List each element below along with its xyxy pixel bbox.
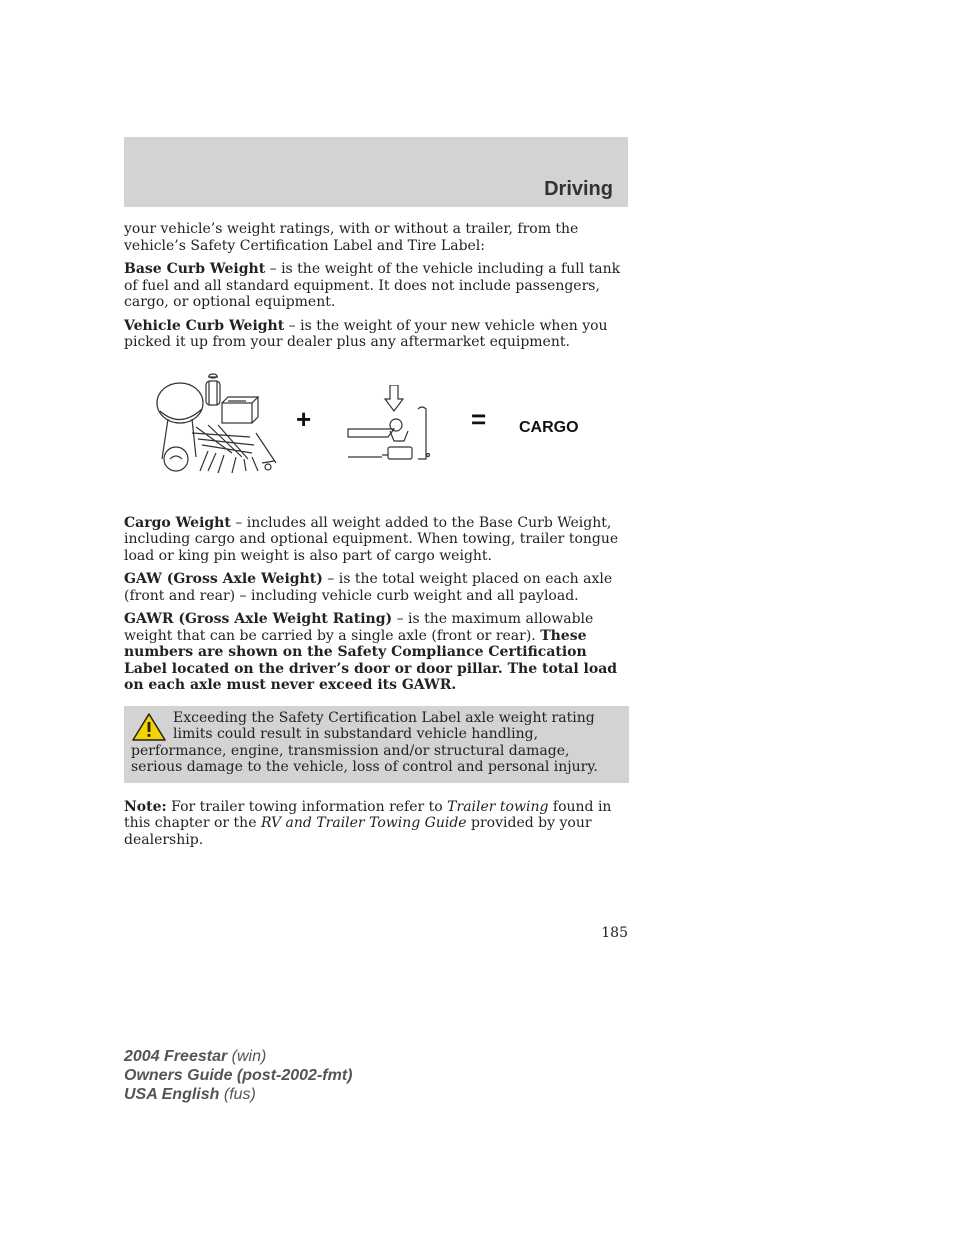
cargo-weight-paragraph xyxy=(124,515,629,565)
gaw-paragraph xyxy=(124,571,629,604)
section-title: Driving xyxy=(544,178,613,200)
towing-guide-reference: RV and Trailer Towing Guide xyxy=(260,815,467,831)
note-paragraph xyxy=(124,799,629,849)
vehicle-curb-weight-term: Vehicle Curb Weight xyxy=(124,317,285,334)
vehicle-curb-weight-paragraph xyxy=(124,318,629,351)
warning-text: Exceeding the Safety Certification Label axle weight rating limits could result in substandard vehicle handling, performance, engine, transmission and/or structural damage, serious damage to the vehicle, loss of control and personal injury. xyxy=(131,709,598,775)
footer-language-line xyxy=(124,1085,352,1104)
warning-box xyxy=(124,706,629,783)
trailer-towing-reference: Trailer towing xyxy=(447,798,549,815)
footer-model: 2004 Freestar xyxy=(124,1048,228,1065)
page-number: 185 xyxy=(601,925,628,941)
cargo-items-illustration xyxy=(152,373,292,485)
cargo-illustration xyxy=(124,365,629,505)
note-label: Note: xyxy=(124,798,167,815)
gawr-term: GAWR (Gross Axle Weight Rating) xyxy=(124,611,393,627)
gawr-text: – is the maximum allowable weight that can be carried by a single axle (front or rear). xyxy=(124,611,594,644)
gawr-paragraph xyxy=(124,611,629,694)
base-curb-weight-text: – is the weight of the vehicle including a full tank of fuel and all standard equipment. It does not include passengers, cargo, or optional equipment. xyxy=(124,261,621,310)
vehicle-curb-weight-text: – is the weight of your new vehicle when you picked it up from your dealer plus any aftermarket equipment. xyxy=(124,317,608,350)
warning-triangle-icon xyxy=(131,712,167,742)
footer-model-code: (win) xyxy=(227,1048,267,1065)
note-text-2: found in this chapter or the xyxy=(124,798,612,831)
equals-sign: = xyxy=(471,403,487,434)
note-text-1: For trailer towing information refer to xyxy=(166,798,448,815)
footer-model-line xyxy=(124,1047,352,1066)
cargo-weight-text: – includes all weight added to the Base Curb Weight, including cargo and optional equipment. When towing, trailer tongue load or king pin weight is also part of cargo weight. xyxy=(124,514,619,564)
page-body xyxy=(124,221,629,855)
trailer-hitch-illustration xyxy=(344,385,436,471)
note-text-3: provided by your dealership. xyxy=(124,815,592,848)
base-curb-weight-term: Base Curb Weight xyxy=(124,261,266,277)
footer-guide-line: Owners Guide (post-2002-fmt) xyxy=(124,1067,353,1084)
footer-language-code: (fus) xyxy=(219,1086,256,1103)
cargo-result-label: CARGO xyxy=(519,418,579,436)
document-footer xyxy=(124,1047,352,1104)
base-curb-weight-paragraph xyxy=(124,261,629,311)
section-header xyxy=(124,137,628,207)
gaw-text: – is the total weight placed on each axle (front and rear) – including vehicle curb weight and all payload. xyxy=(124,571,613,604)
cargo-weight-term: Cargo Weight xyxy=(124,514,231,531)
footer-language: USA English xyxy=(124,1086,220,1103)
intro-paragraph: your vehicle’s weight ratings, with or without a trailer, from the vehicle’s Safety Certification Label and Tire Label: xyxy=(124,221,579,254)
plus-sign: + xyxy=(296,403,312,434)
gawr-emphasis: These numbers are shown on the Safety Compliance Certification Label located on the driver’s door or door pillar. The total load on each axle must never exceed its GAWR. xyxy=(124,627,618,693)
gaw-term: GAW (Gross Axle Weight) xyxy=(124,571,323,587)
